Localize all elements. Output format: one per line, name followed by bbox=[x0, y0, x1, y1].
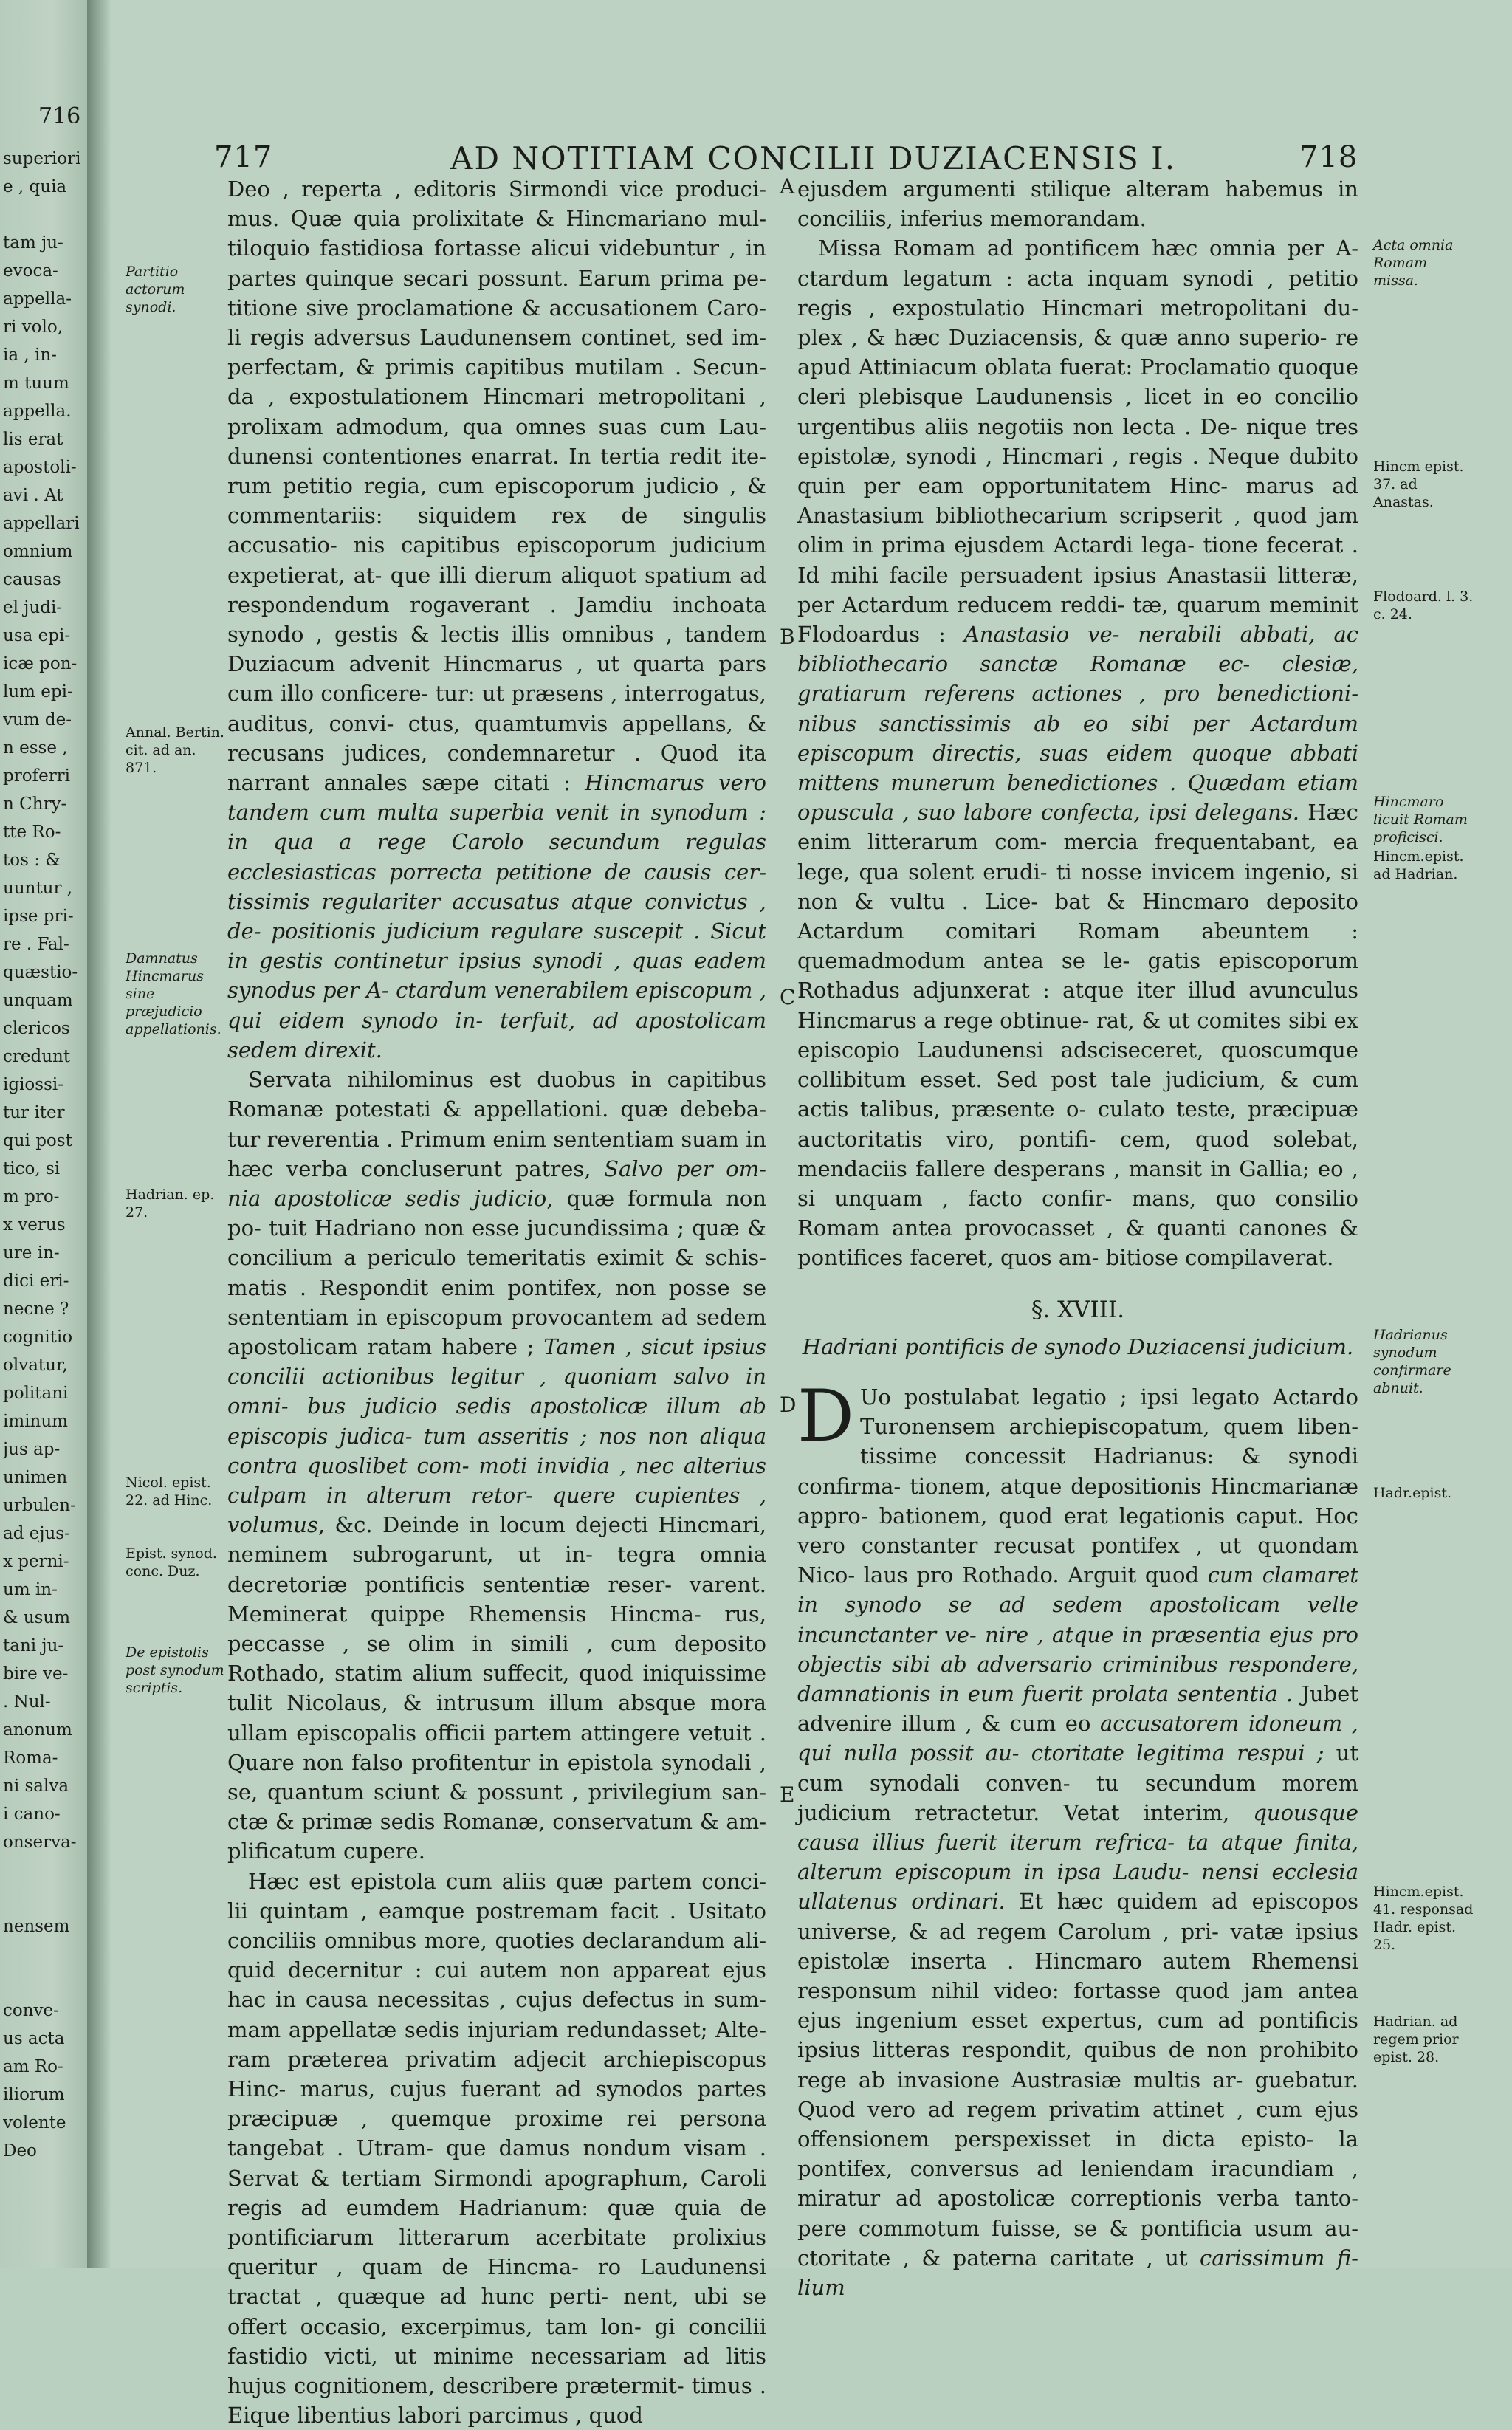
facing-page-line: Deo bbox=[3, 2141, 37, 2160]
facing-page-line: urbulen- bbox=[3, 1496, 76, 1515]
facing-page-line: ad ejus- bbox=[3, 1524, 70, 1543]
margin-letter-b: B bbox=[780, 625, 795, 649]
facing-page-line: lis erat bbox=[3, 430, 63, 449]
marginal-note: Hincmaro licuit Romam proficisci. bbox=[1373, 794, 1468, 845]
marginal-note: Hadrianus synodum confirmare abnuit. bbox=[1373, 1327, 1451, 1396]
right-text-column bbox=[797, 174, 1358, 2302]
facing-page-line: quæstio- bbox=[3, 963, 78, 982]
marginal-note: Damnatus Hincmarus sine præjudicio appellationis. bbox=[126, 950, 221, 1037]
marginal-note: Epist. synod. conc. Duz. bbox=[126, 1545, 217, 1579]
facing-page-line: qui post bbox=[3, 1131, 72, 1150]
facing-page-line: vum de- bbox=[3, 710, 72, 730]
facing-page-line: tam ju- bbox=[3, 233, 63, 253]
marginal-note: Hincm epist. 37. ad Anastas. bbox=[1373, 459, 1464, 510]
facing-page-line: iminum bbox=[3, 1412, 68, 1431]
facing-page-line: evoca- bbox=[3, 261, 58, 281]
facing-page-line: x perni- bbox=[3, 1552, 69, 1571]
paragraph: Servata nihilominus est duobus in capitibus Romanæ potestati & appellationi. quæ debeba- tur reverentia . Primum enim sententiam suam in hæc verba concluserunt patres, Salvo per om- nia apostolicæ sedis judicio, quæ formula non po- tuit Hadriano non esse jucundissima ; quæ & concilium a periculo temeritatis eximit & schis- matis . Respondit enim pontifex, non posse se sententiam in episcopum provocantem ad sedem apostolicam ratam habere ; Tamen , sicut ipsius concilii actionibus legitur , quoniam salvo in omni- bus judicio sedis apostolicæ illum ab episcopis judica- tum asseritis ; nos non aliqua contra quoslibet com- moti invidia , nec alterius culpam in alterum retor- quere cupientes , volumus, &c. Deinde in locum dejecti Hincmari, neminem subrogarunt, ut in- tegra omnia decretoriæ pontificis sententiæ reser- varent. Meminerat quippe Rhemensis Hincma- rus, peccasse , se olim in simili , cum deposito Rothado, statim alium suffecit, quod iniquissime tulit Nicolaus, & intrusum illum absque mora ullam episcopalis officii partem attingere vetuit . Quare non falso profitentur in epistola synodali , se, quantum sciunt & possunt , privilegium san- ctæ & primæ sedis Romanæ, conservatum & am- plificatum cupere. bbox=[227, 1067, 766, 1864]
left-page-number: 717 bbox=[214, 140, 273, 174]
marginal-note: Flodoard. l. 3. c. 24. bbox=[1373, 588, 1474, 622]
marginal-note: Hadrian. ad regem prior epist. 28. bbox=[1373, 2014, 1459, 2065]
facing-page-line: conve- bbox=[3, 2001, 59, 2020]
left-text-column bbox=[227, 174, 766, 2430]
facing-page-line: x verus bbox=[3, 1215, 66, 1235]
facing-page-line: n esse , bbox=[3, 738, 68, 758]
facing-page-line: politani bbox=[3, 1384, 69, 1403]
right-page-number: 718 bbox=[1299, 140, 1358, 174]
facing-page-line: m pro- bbox=[3, 1187, 60, 1207]
facing-page-line: tani ju- bbox=[3, 1636, 64, 1655]
facing-page-line: ia , in- bbox=[3, 346, 57, 365]
facing-page-line: unimen bbox=[3, 1468, 68, 1487]
facing-page-line: avi . At bbox=[3, 486, 63, 505]
facing-page-line: onserva- bbox=[3, 1833, 77, 1852]
facing-page-line: ipse pri- bbox=[3, 907, 74, 926]
marginal-note: Hadr.epist. bbox=[1373, 1485, 1452, 1501]
facing-page-line: nensem bbox=[3, 1917, 70, 1936]
facing-page-line: superiori bbox=[3, 149, 81, 168]
facing-page-line: dici eri- bbox=[3, 1271, 69, 1291]
section-subtitle: Hadriani pontificis de synodo Duziacensi judicium. bbox=[802, 1334, 1354, 1359]
facing-page-line: volente bbox=[3, 2113, 66, 2132]
book-page bbox=[111, 0, 1512, 2429]
facing-page-line: bire ve- bbox=[3, 1664, 69, 1684]
facing-page-line: appella. bbox=[3, 402, 72, 421]
margin-letter-a: A bbox=[780, 174, 795, 199]
facing-page-line: jus ap- bbox=[3, 1440, 61, 1459]
facing-page-line: am Ro- bbox=[3, 2057, 63, 2076]
facing-page-line: iliorum bbox=[3, 2085, 65, 2104]
facing-page-line: i cano- bbox=[3, 1805, 61, 1824]
book-gutter bbox=[87, 0, 111, 2268]
paragraph: Deo , reperta , editoris Sirmondi vice produci- mus. Quæ quia prolixitate & Hincmariano mul- tiloquio fastidiosa fortasse alicui videbuntur , in partes quinque secari possunt. Earum prima pe- titione sive proclamatione & accusationem Caro- li regis adversus Laudunensem continet, sed im- perfectam, & primis capitibus mutilam . Secun- da , expostulationem Hincmari metropolitani , prolixam admodum, qua omnes suas cum Lau- dunensi contentiones enarrat. In tertia redit ite- rum petitio regia, cum episcoporum judicio , & commentariis: siquidem rex de singulis accusatio- nis capitibus episcoporum judicium expetierat, at- que illi dierum aliquot spatium ad respondendum rogaverant . Jamdiu inchoata synodo , gestis & lectis illis omnibus , tandem Duziacum advenit Hincmarus , ut quarta pars cum illo conficere- tur: ut præsens , interrogatus, auditus, convi- ctus, quamtumvis appellans, & recusans judices, condemnaretur . Quod ita narrant annales sæpe citati : Hincmarus vero tandem cum multa superbia venit in synodum : in qua a rege Carolo secundum regulas ecclesiasticas porrecta petitione de causis cer- tissimis regulariter accusatus atque convictus , de- positionis judicium regulare suscepit . Sicut in gestis continetur ipsius synodi , quas eadem synodus per A- ctardum venerabilem episcopum , qui eidem synodo in- terfuit, ad apostolicam sedem direxit. bbox=[227, 176, 767, 1063]
facing-page-line: credunt bbox=[3, 1047, 71, 1066]
facing-page-line: us acta bbox=[3, 2029, 65, 2048]
facing-page-line: causas bbox=[3, 570, 61, 589]
drop-cap: D bbox=[797, 1374, 854, 1458]
facing-page-line: e , quia bbox=[3, 177, 67, 196]
facing-page-line: lum epi- bbox=[3, 682, 73, 701]
facing-page-line: uuntur , bbox=[3, 879, 73, 898]
marginal-note: Annal. Bertin. cit. ad an. 871. bbox=[126, 724, 224, 776]
facing-page-line: cognitio bbox=[3, 1328, 73, 1347]
facing-page-line: n Chry- bbox=[3, 794, 67, 814]
facing-page-line: apostoli- bbox=[3, 458, 77, 477]
facing-page-line: appellari bbox=[3, 514, 80, 533]
margin-letter-c: C bbox=[780, 985, 796, 1009]
facing-page-line: olvatur, bbox=[3, 1356, 68, 1375]
facing-page-number: 716 bbox=[38, 103, 81, 129]
facing-page-line: proferri bbox=[3, 766, 71, 786]
margin-letter-e: E bbox=[780, 1782, 795, 1807]
facing-page-line: ri volo, bbox=[3, 318, 63, 337]
marginal-note: Hincm.epist. 41. responsad Hadr. epist. 25. bbox=[1373, 1884, 1474, 1953]
facing-page-line: omnium bbox=[3, 542, 73, 561]
facing-page-line: clericos bbox=[3, 1019, 70, 1038]
facing-page-line: igiossi- bbox=[3, 1075, 64, 1094]
facing-page-line: tur iter bbox=[3, 1103, 65, 1122]
facing-page-line: tos : & bbox=[3, 851, 61, 870]
running-title: AD NOTITIAM CONCILII DUZIACENSIS I. bbox=[450, 140, 1177, 176]
paragraph: D Uo postulabat legatio ; ipsi legato Actardo Turonensem archiepiscopatum, quem liben- tissime concessit Hadrianus: & synodi confirma- tionem, atque depositionis Hincmarianæ appro- bationem, quod erat legationis caput. Hoc vero constanter recusat pontifex , ut quondam Nico- laus pro Rothado. Arguit quod cum clamaret in synodo se ad sedem apostolicam velle incunctanter ve- nire , atque in præsentia ejus pro objectis sibi ab adversario criminibus respondere, damnationis in eum fuerit prolata sententia . Jubet advenire illum , & cum eo accusatorem idoneum , qui nulla possit au- ctoritate legitima respui ; ut cum synodali conven- tu secundum morem judicium retractetur. Vetat interim, quousque causa illius fuerit iterum refrica- ta atque finita, alterum episcopum in ipsa Laudu- nensi ecclesia ullatenus ordinari. Et hæc quidem ad episcopos universe, & ad regem Carolum , pri- vatæ ipsius epistolæ inserta . Hincmaro autem Rhemensi responsum nihil video: fortasse quod jam antea ejus ingenium esset expertus, cum ad pontificis ipsius litteras respondit, quibus de non prohibito rege ab invasione Austrasiæ multis ar- guebatur. Quod vero ad regem privatim attinet , cum ejus offensionem perspexisset in dicta episto- la pontifex, conversus ad leniendam iracundiam , miratur ad apostolicæ correptionis verba tanto- pere commotum fuisse, se & pontificia usum au- ctoritate , & paterna caritate , ut carissimum fi- lium bbox=[797, 1374, 1359, 2301]
facing-page-line: el judi- bbox=[3, 598, 63, 617]
facing-page-line: m tuum bbox=[3, 374, 69, 393]
paragraph: Hæc est epistola cum aliis quæ partem conci- lii quintam , eamque postremam facit . Usitato conciliis omnibus more, quoties declarandum ali- quid decernitur : cui autem non appareat ejus hac in causa necessitas , cujus defectus in sum- mam appellatæ sedis injuriam redundasset; Alte- ram præterea privatim adjecit archiepiscopus Hinc- marus, cujus fuerant ad synodos partes præcipuæ , quemque proxime rei persona tangebat . Utram- que damus nondum visam . Servat & tertiam Sirmondi apographum, Caroli regis ad eumdem Hadrianum: quæ quia de pontificiarum litterarum acerbitate prolixius queritur , quam de Hincma- ro Laudunensi tractat , quæque ad hunc perti- nent, ubi se offert occasio, excerpimus, tam lon- gi concilii fastidio victi, ut minime necessariam ad litis hujus cognitionem, describere prætermit- timus . Eique libentius labori parcimus , quod bbox=[227, 1868, 766, 2429]
facing-page-line: . Nul- bbox=[3, 1692, 51, 1712]
facing-page-line: & usum bbox=[3, 1608, 71, 1627]
facing-page-line: icæ pon- bbox=[3, 654, 78, 673]
facing-page-line: ni salva bbox=[3, 1777, 69, 1796]
facing-page-line: um in- bbox=[3, 1580, 58, 1599]
facing-page-line: usa epi- bbox=[3, 626, 71, 645]
marginal-note: Nicol. epist. 22. ad Hinc. bbox=[126, 1475, 213, 1509]
facing-page-line: tte Ro- bbox=[3, 823, 61, 842]
facing-page-line: re . Fal- bbox=[3, 935, 69, 954]
margin-letter-d: D bbox=[780, 1393, 797, 1417]
facing-page-line: appella- bbox=[3, 289, 72, 309]
facing-page-line: tico, si bbox=[3, 1159, 61, 1178]
marginal-note: Acta omnia Romam missa. bbox=[1373, 237, 1454, 289]
facing-page-line: unquam bbox=[3, 991, 73, 1010]
marginal-note: Hincm.epist. ad Hadrian. bbox=[1373, 848, 1464, 882]
paragraph: Missa Romam ad pontificem hæc omnia per A- ctardum legatum : acta inquam synodi , petitio regis , expostulatio Hincmari metropolitani du- plex , & hæc Duziacensis, & quæ anno superio- re apud Attiniacum oblata fuerat: Proclamatio quoque cleri plebisque Laudunensis , licet in eo concilio urgentibus aliis negotiis non lecta . De- nique tres epistolæ, synodi , Hincmari , regis . Neque dubito quin per eam opportunitatem Hinc- marus ad Anastasium bibliothecarium scripserit , quod jam olim in prima ejusdem Actardi lega- tione fecerat . Id mihi facile persuadent ipsius Anastasii litteræ, per Actardum reducem reddi- tæ, quarum meminit Flodoardus : Anastasio ve- nerabili abbati, ac bibliothecario sanctæ Romanæ ec- clesiæ, gratiarum referens actiones , pro benedictioni- nibus sanctissimis ab eo sibi per Actardum episcopum directis, suas eidem quoque abbati mittens munerum benedictiones . Quædam etiam opuscula , suo labore confecta, ipsi delegans. Hæc enim litterarum com- mercia frequentabant, ea lege, qua solent erudi- ti nosse invicem ingenio, si non & vultu . Lice- bat & Hincmaro deposito Actardum comitari Romam abeuntem : quemadmodum antea se le- gatis episcoporum Rothadus adjunxerat : atque iter illud avunculus Hincmarus a rege obtinue- rat, & ut comites sibi ex episcopio Laudunensi adsciseceret, quoscumque collibitum esset. Sed post tale judicium, & cum actis talibus, præsente o- culato teste, præcipuæ auctoritatis viro, pontifi- cem, quod solebat, mendaciis fallere desperans , mansit in Gallia; eo , si unquam , facto confir- mans, quo consilio Romam antea provocasset , & quanti canones & pontifices faceret, quos am- bitiose compilaverat. bbox=[797, 236, 1358, 1271]
facing-page-line: Roma- bbox=[3, 1748, 58, 1768]
section-number: §. XVIII. bbox=[1031, 1296, 1125, 1323]
facing-page-strip bbox=[0, 0, 87, 2268]
facing-page-line: ure in- bbox=[3, 1243, 60, 1263]
marginal-note: Partitio actorum synodi. bbox=[126, 264, 185, 315]
marginal-note: De epistolis post synodum scriptis. bbox=[126, 1644, 224, 1696]
marginal-note: Hadrian. ep. 27. bbox=[126, 1187, 215, 1221]
facing-page-line: anonum bbox=[3, 1720, 72, 1740]
paragraph: ejusdem argumenti stilique alteram habemus in conciliis, inferius memorandam. bbox=[797, 176, 1358, 232]
facing-page-line: necne ? bbox=[3, 1300, 69, 1319]
